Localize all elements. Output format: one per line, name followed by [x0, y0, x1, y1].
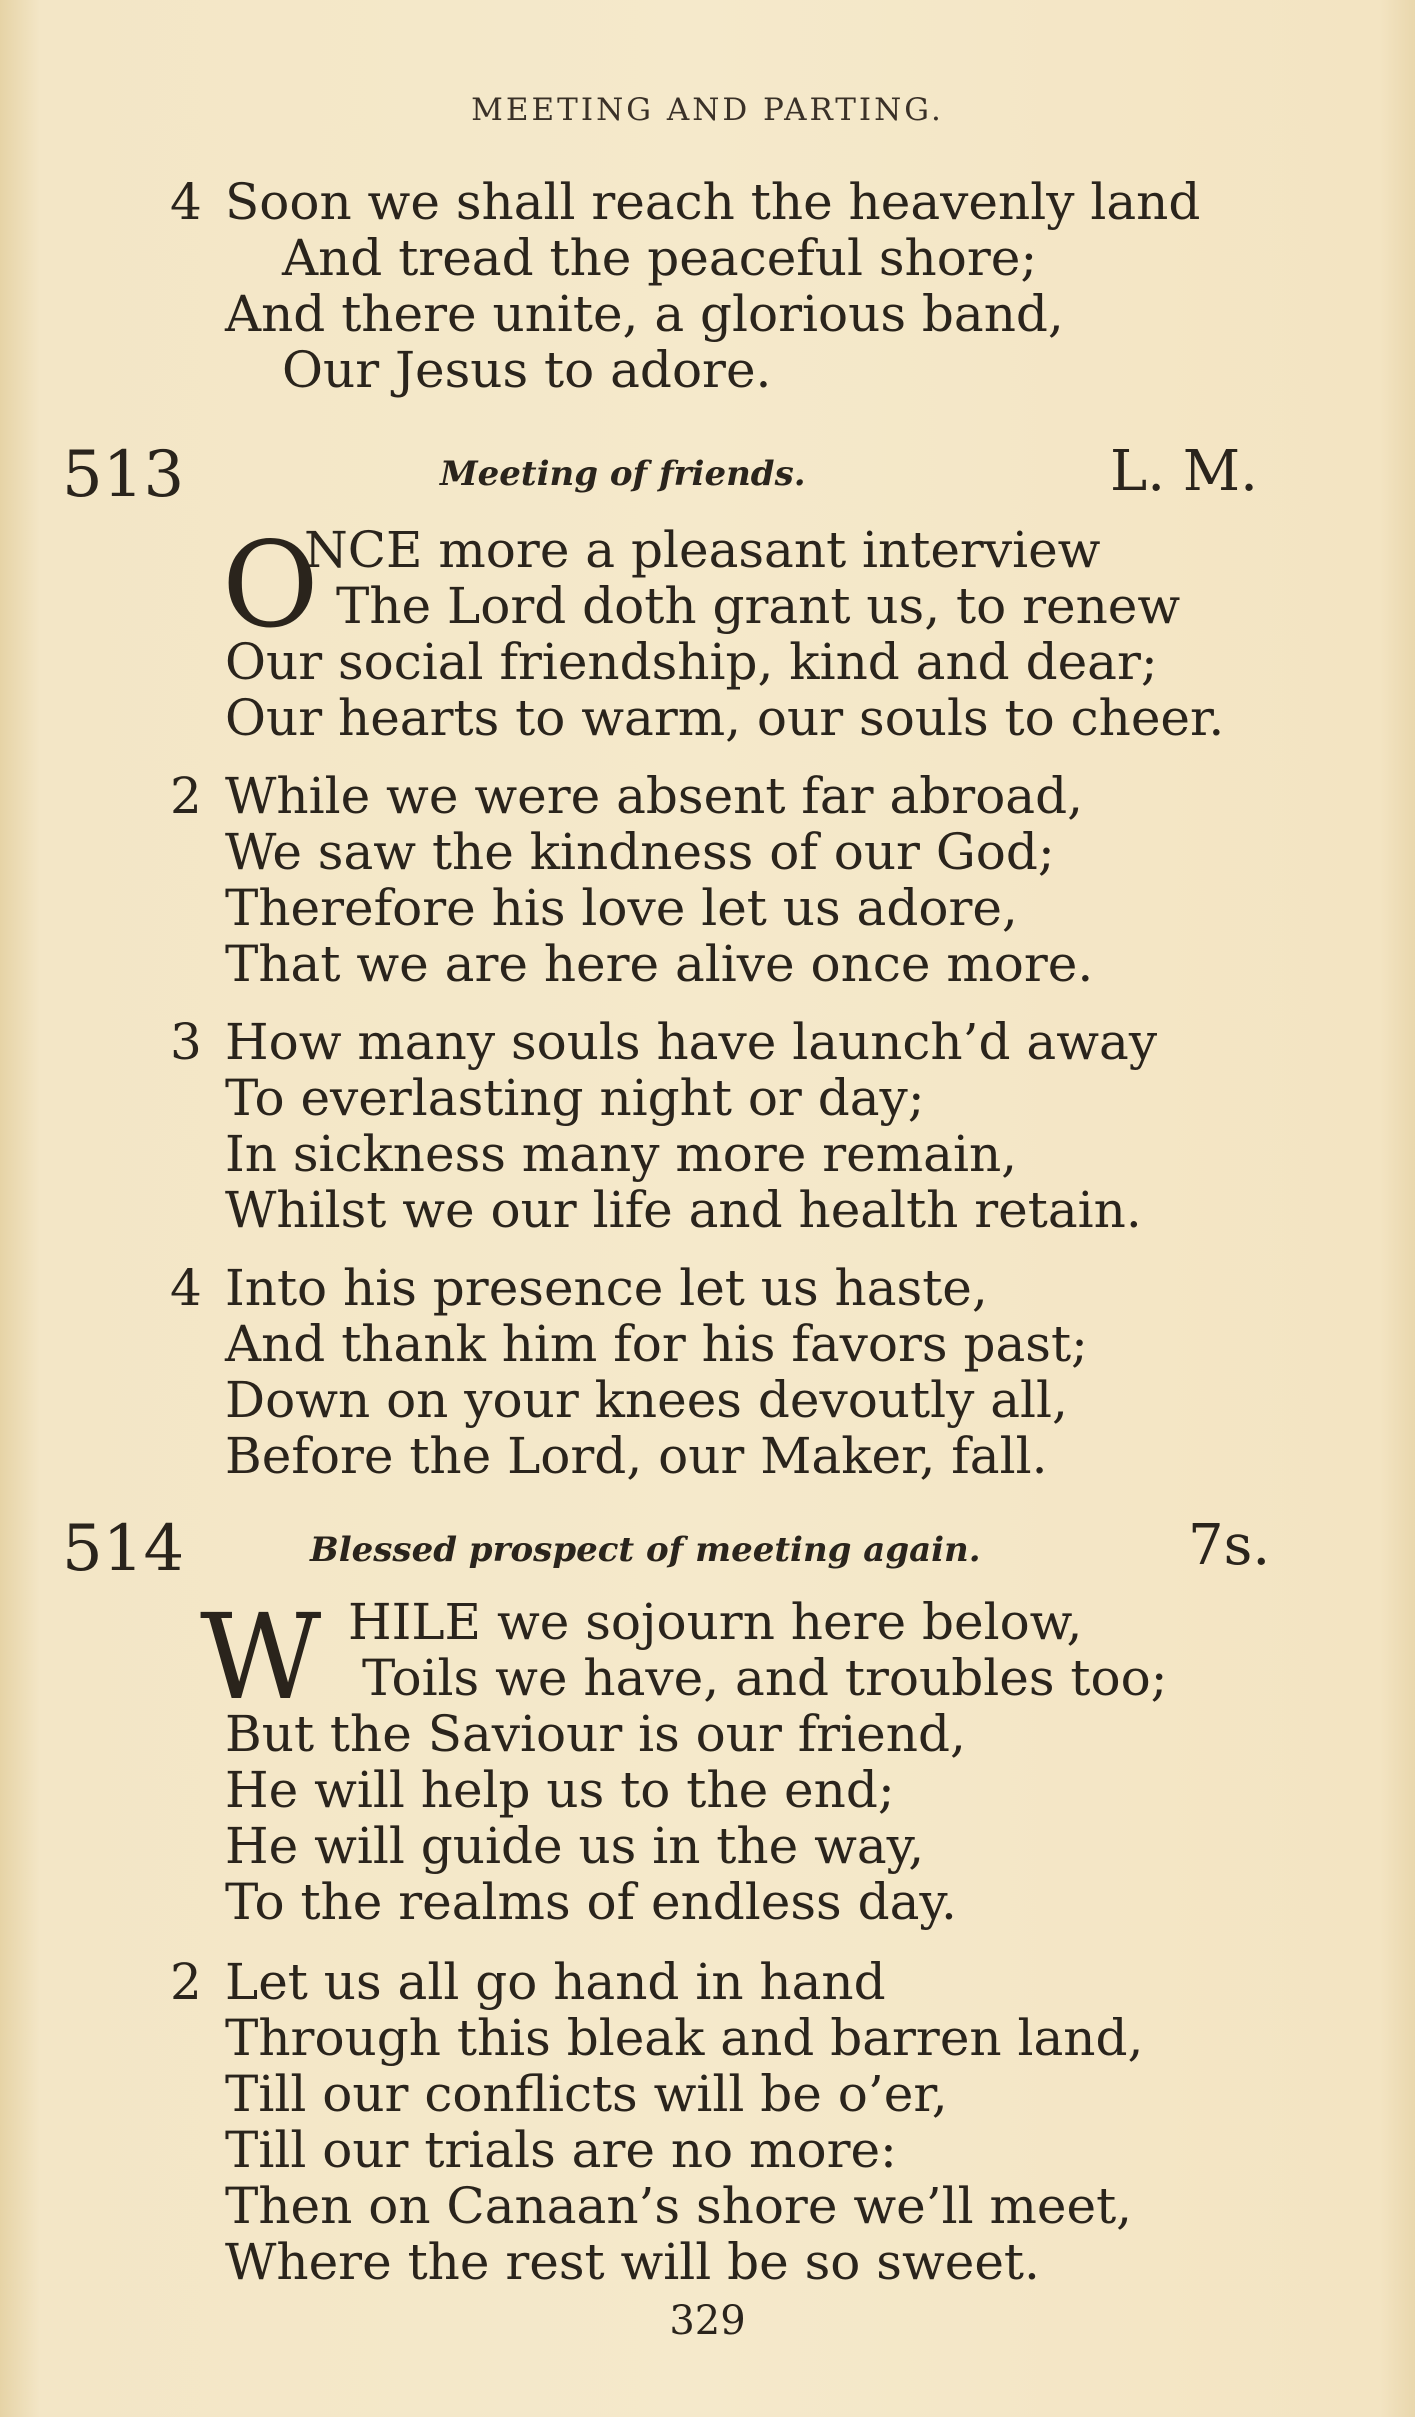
hymn-number: 514	[62, 1512, 185, 1586]
verse-line: Our hearts to warm, our souls to cheer.	[225, 689, 1225, 747]
verse-line: Where the rest will be so sweet.	[225, 2233, 1040, 2291]
verse-line: But the Saviour is our friend,	[225, 1705, 966, 1763]
verse-line: Through this bleak and barren land,	[225, 2009, 1144, 2067]
verse-line: Let us all go hand in hand	[225, 1953, 886, 2011]
verse-number: 4	[170, 1259, 202, 1317]
verse-number: 4	[170, 173, 202, 231]
verse-line: Toils we have, and troubles too;	[362, 1649, 1168, 1707]
verse-line: Soon we shall reach the heavenly land	[225, 173, 1201, 231]
verse-line: The Lord doth grant us, to renew	[336, 577, 1181, 635]
verse-line: And thank him for his favors past;	[225, 1315, 1088, 1373]
verse-line: Whilst we our life and health retain.	[225, 1181, 1142, 1239]
verse-number: 2	[170, 1953, 202, 2011]
verse-line: And tread the peaceful shore;	[282, 229, 1038, 287]
running-head: MEETING AND PARTING.	[471, 92, 944, 128]
verse-line: To the realms of endless day.	[225, 1873, 957, 1931]
verse-line: Till our conflicts will be o’er,	[225, 2065, 948, 2123]
verse-line: While we were absent far abroad,	[225, 767, 1084, 825]
hymn-number: 513	[62, 438, 185, 512]
verse-line: Our Jesus to adore.	[282, 341, 772, 399]
verse-line: That we are here alive once more.	[225, 935, 1094, 993]
verse-line: Down on your knees devoutly all,	[225, 1371, 1068, 1429]
verse-line: He will guide us in the way,	[225, 1817, 925, 1875]
verse-line: We saw the kindness of our God;	[225, 823, 1055, 881]
verse-line: HILE we sojourn here below,	[348, 1593, 1083, 1651]
drop-cap: W	[200, 1588, 322, 1726]
drop-cap: O	[222, 516, 319, 654]
verse-line: Then on Canaan’s shore we’ll meet,	[225, 2177, 1133, 2235]
verse-line: Our social friendship, kind and dear;	[225, 633, 1158, 691]
verse-line: How many souls have launch’d away	[225, 1013, 1158, 1071]
hymn-title: Meeting of friends.	[440, 454, 806, 494]
verse-line: Till our trials are no more:	[225, 2121, 897, 2179]
page-number: 329	[669, 2298, 746, 2344]
verse-number: 3	[170, 1013, 202, 1071]
verse-line: Into his presence let us haste,	[225, 1259, 988, 1317]
verse-line: Before the Lord, our Maker, fall.	[225, 1427, 1048, 1485]
verse-line: NCE more a pleasant interview	[304, 521, 1101, 579]
verse-line: In sickness many more remain,	[225, 1125, 1018, 1183]
verse-line: And there unite, a glorious band,	[225, 285, 1064, 343]
hymn-meter: L. M.	[1110, 439, 1258, 504]
hymn-meter: 7s.	[1188, 1513, 1271, 1578]
verse-line: Therefore his love let us adore,	[225, 879, 1018, 937]
verse-line: He will help us to the end;	[225, 1761, 895, 1819]
verse-number: 2	[170, 767, 202, 825]
hymn-title: Blessed prospect of meeting again.	[310, 1530, 981, 1570]
verse-line: To everlasting night or day;	[225, 1069, 925, 1127]
